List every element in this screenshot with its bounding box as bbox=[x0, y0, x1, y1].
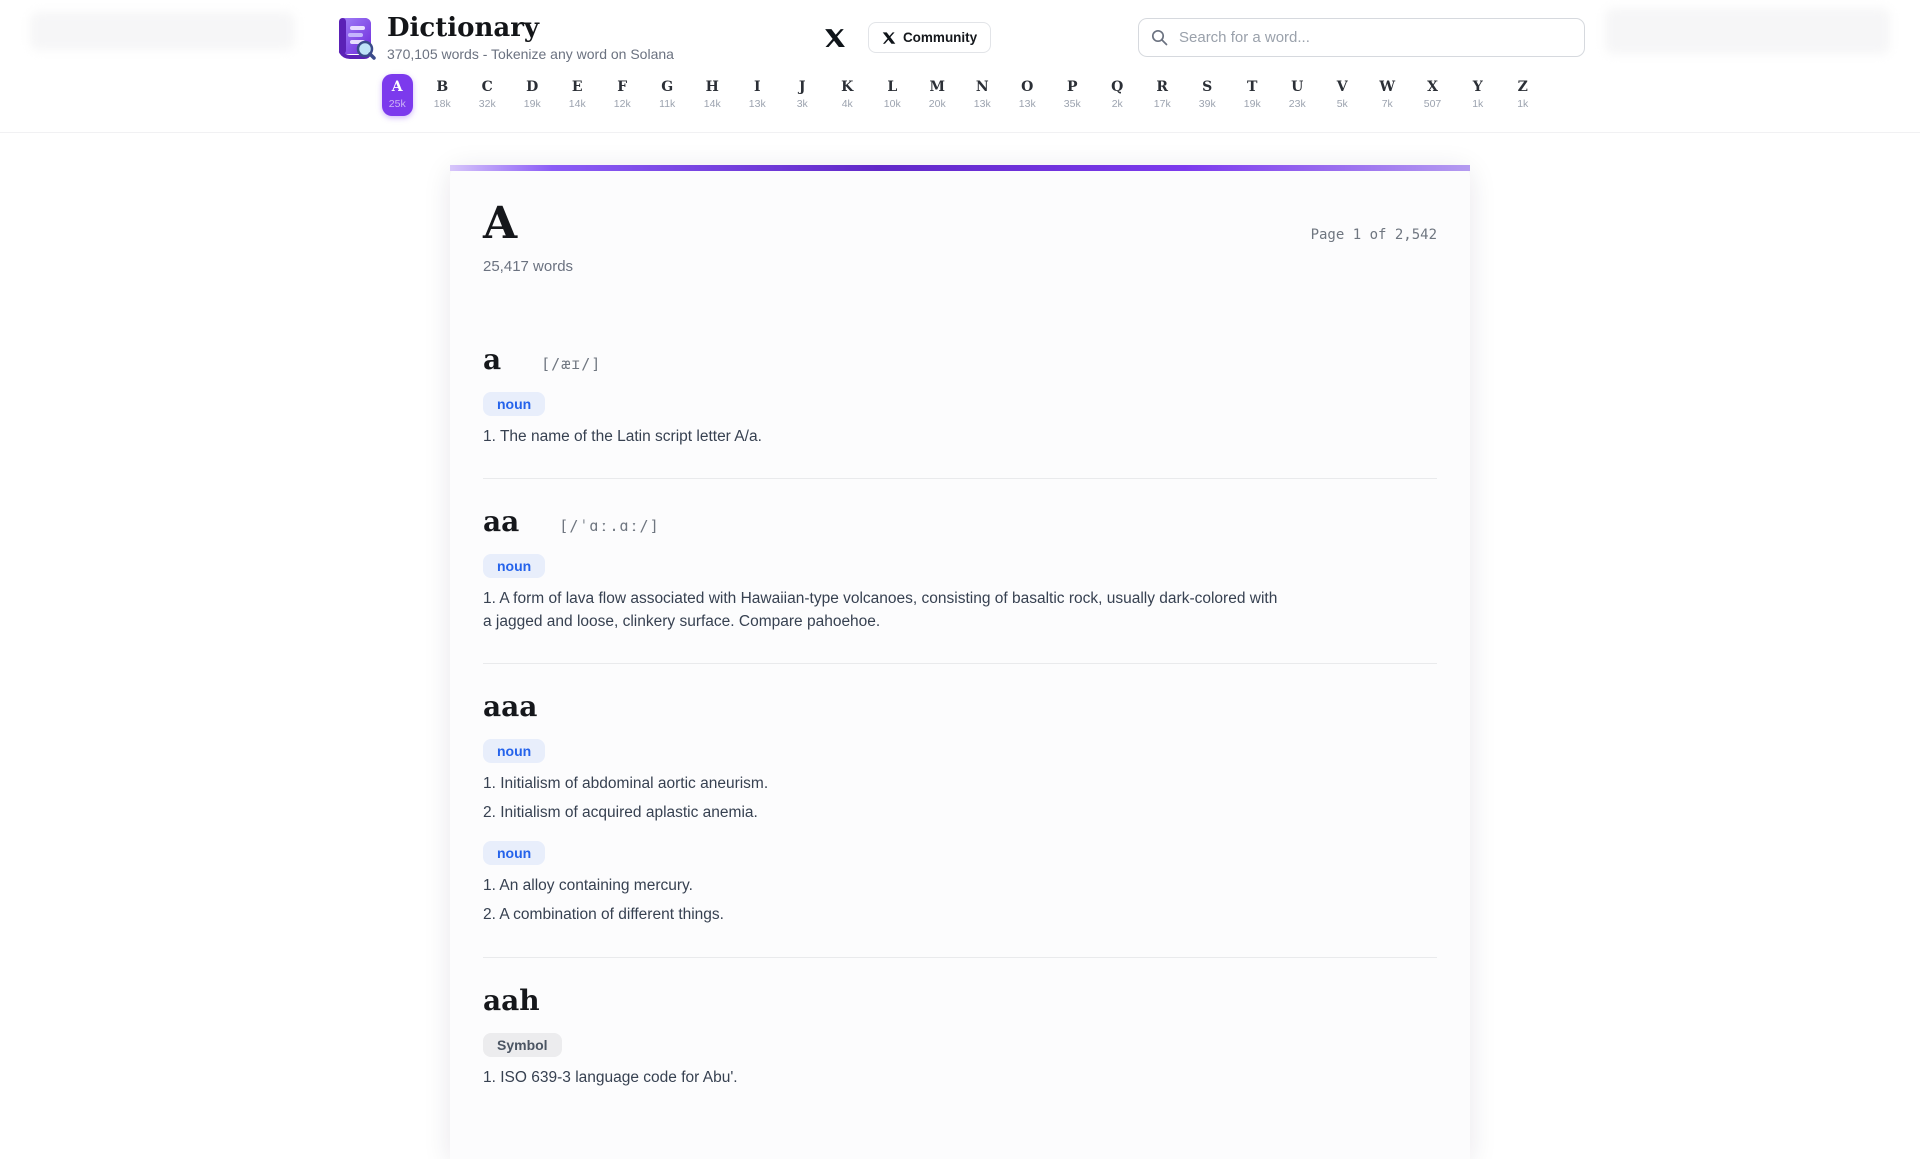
letter-label: C bbox=[481, 78, 493, 95]
letter-label: J bbox=[798, 78, 806, 95]
letter-label: H bbox=[705, 78, 719, 95]
entry-sense bbox=[483, 1033, 1437, 1089]
alphabet-letter-item[interactable] bbox=[1237, 74, 1268, 117]
entry-pronunciation: [/æɪ/] bbox=[541, 354, 602, 373]
letter-label: O bbox=[1021, 78, 1034, 95]
letter-word-count: 25,417 words bbox=[483, 257, 574, 275]
letter-count: 19k bbox=[1243, 98, 1261, 111]
letter-label: B bbox=[436, 78, 449, 95]
letter-count: 11k bbox=[659, 98, 676, 111]
definitions bbox=[483, 426, 1437, 448]
letter-label: A bbox=[391, 78, 403, 95]
letter-label: Q bbox=[1111, 78, 1124, 95]
x-logo-icon bbox=[882, 31, 896, 45]
letter-count: 1k bbox=[1472, 98, 1484, 111]
app-title: Dictionary bbox=[387, 13, 540, 43]
part-of-speech-badge: Symbol bbox=[483, 1033, 562, 1057]
alphabet-letter-item[interactable] bbox=[832, 74, 863, 117]
entry-word[interactable]: aah bbox=[483, 983, 540, 1017]
entry-senses bbox=[483, 554, 1437, 633]
entry-word[interactable]: aaa bbox=[483, 689, 538, 723]
alphabet-letter-item[interactable] bbox=[922, 74, 953, 117]
letter-count: 1k bbox=[1517, 98, 1529, 111]
letter-count: 20k bbox=[928, 98, 946, 111]
letter-label: Y bbox=[1472, 78, 1483, 95]
dictionary-book-icon bbox=[335, 16, 375, 60]
entry-sense bbox=[483, 841, 1437, 927]
entry-word[interactable]: aa bbox=[483, 505, 520, 539]
entry-senses bbox=[483, 1033, 1437, 1089]
alphabet-letter-item[interactable] bbox=[697, 74, 728, 117]
letter-count: 18k bbox=[433, 98, 451, 111]
header bbox=[0, 0, 1920, 133]
definition-text: 1. An alloy containing mercury. bbox=[483, 876, 693, 894]
alphabet-letter-item[interactable] bbox=[517, 74, 548, 117]
dictionary-entry bbox=[483, 664, 1437, 958]
redacted-blur-left bbox=[30, 12, 295, 50]
search-input[interactable] bbox=[1138, 18, 1585, 57]
part-of-speech-badge: noun bbox=[483, 739, 545, 763]
letter-count: 13k bbox=[1018, 98, 1036, 111]
dictionary-entry bbox=[483, 479, 1437, 664]
letter-label: Z bbox=[1517, 78, 1528, 95]
alphabet-letter-item[interactable] bbox=[1327, 74, 1358, 117]
part-of-speech-badge: noun bbox=[483, 392, 545, 416]
entry-sense bbox=[483, 739, 1437, 825]
entry-head bbox=[483, 984, 1437, 1017]
entry-senses bbox=[483, 739, 1437, 927]
entry-head bbox=[483, 343, 1437, 376]
letter-count: 10k bbox=[883, 98, 901, 111]
letter-count: 25k bbox=[388, 98, 406, 111]
letter-label: U bbox=[1291, 78, 1304, 95]
letter-count: 5k bbox=[1336, 98, 1348, 111]
letter-count: 13k bbox=[973, 98, 991, 111]
alphabet-letter-item[interactable] bbox=[1417, 74, 1449, 117]
letter-label: T bbox=[1247, 78, 1258, 95]
letter-count: 17k bbox=[1153, 98, 1171, 111]
x-twitter-link[interactable] bbox=[824, 27, 846, 49]
definitions bbox=[483, 875, 1437, 927]
letter-count: 19k bbox=[523, 98, 541, 111]
letter-label: W bbox=[1379, 78, 1396, 95]
part-of-speech-badge: noun bbox=[483, 841, 545, 865]
page-indicator: Page 1 of 2,542 bbox=[1310, 227, 1437, 244]
alphabet-letter-item[interactable] bbox=[877, 74, 908, 117]
app-logo-link[interactable] bbox=[335, 14, 674, 62]
letter-count: 35k bbox=[1063, 98, 1081, 111]
letter-label: N bbox=[975, 78, 989, 95]
search-container bbox=[1138, 18, 1585, 57]
letter-count: 14k bbox=[568, 98, 586, 111]
definition-text: 1. A form of lava flow associated with Hawaiian-type volcanoes, consisting of basaltic rock, usually dark-colored with a jagged and loose, clinkery surface. Compare pahoehoe. bbox=[483, 590, 1278, 630]
entry-sense bbox=[483, 554, 1437, 633]
letter-count: 32k bbox=[478, 98, 496, 111]
letter-label: I bbox=[753, 78, 761, 95]
page-letter-title: A bbox=[483, 198, 518, 250]
letter-label: M bbox=[929, 78, 945, 95]
letter-label: P bbox=[1066, 78, 1078, 95]
letter-label: G bbox=[661, 78, 674, 95]
community-button[interactable] bbox=[868, 22, 991, 53]
entry-senses bbox=[483, 392, 1437, 448]
letter-count: 14k bbox=[703, 98, 721, 111]
definitions bbox=[483, 588, 1437, 633]
definition-text: 1. ISO 639-3 language code for Abu'. bbox=[483, 1068, 738, 1086]
alphabet-letter-item[interactable] bbox=[562, 74, 593, 117]
letter-label: K bbox=[841, 78, 854, 95]
letter-label: L bbox=[887, 78, 898, 95]
part-of-speech-badge: noun bbox=[483, 554, 545, 578]
letter-label: E bbox=[571, 78, 583, 95]
alphabet-letter-item[interactable] bbox=[652, 74, 683, 117]
definition-text: 1. Initialism of abdominal aortic aneurism. bbox=[483, 774, 769, 792]
alphabet-letter-item[interactable] bbox=[742, 74, 773, 117]
alphabet-letter-item[interactable] bbox=[1192, 74, 1223, 117]
dictionary-entry bbox=[483, 317, 1437, 479]
alphabet-letter-item[interactable] bbox=[607, 74, 638, 117]
letter-count: 7k bbox=[1381, 98, 1393, 111]
entry-sense bbox=[483, 392, 1437, 448]
letter-label: D bbox=[526, 78, 539, 95]
letter-label: S bbox=[1202, 78, 1213, 95]
alphabet-letter-item[interactable] bbox=[1462, 74, 1493, 117]
alphabet-letter-item[interactable] bbox=[1372, 74, 1403, 117]
letter-count: 13k bbox=[748, 98, 766, 111]
definition-text: 1. The name of the Latin script letter A/a. bbox=[483, 427, 762, 445]
definitions bbox=[483, 1067, 1437, 1089]
letter-count: 12k bbox=[613, 98, 631, 111]
letter-label: X bbox=[1427, 78, 1438, 95]
alphabet-letter-item[interactable] bbox=[1147, 74, 1178, 117]
letter-count: 23k bbox=[1288, 98, 1306, 111]
community-button-label: Community bbox=[902, 30, 978, 46]
entry-head bbox=[483, 505, 1437, 538]
alphabet-letter-item[interactable] bbox=[1057, 74, 1088, 117]
dictionary-entry bbox=[483, 958, 1437, 1119]
definition-text: 2. Initialism of acquired aplastic anemia. bbox=[483, 804, 758, 822]
letter-label: R bbox=[1156, 78, 1169, 95]
alphabet-letter-item[interactable] bbox=[1282, 74, 1313, 117]
alphabet-letter-item[interactable] bbox=[967, 74, 998, 117]
alphabet-letter-item[interactable] bbox=[382, 74, 413, 117]
letter-count: 39k bbox=[1198, 98, 1216, 111]
entry-word[interactable]: a bbox=[483, 342, 502, 376]
letter-count: 2k bbox=[1111, 98, 1123, 111]
card-head-left bbox=[483, 198, 574, 275]
app-subtitle: 370,105 words - Tokenize any word on Solana bbox=[387, 45, 674, 62]
x-logo-icon bbox=[824, 27, 846, 49]
redacted-blur-right bbox=[1605, 8, 1890, 54]
letter-label: V bbox=[1336, 78, 1348, 95]
definitions bbox=[483, 773, 1437, 825]
entry-pronunciation: [/ˈɑː.ɑː/] bbox=[559, 517, 660, 536]
alphabet-letter-item[interactable] bbox=[1012, 74, 1043, 117]
entry-head bbox=[483, 690, 1437, 723]
letter-label: F bbox=[617, 78, 628, 95]
alphabet-bar bbox=[0, 74, 1920, 133]
entries-list bbox=[483, 317, 1437, 1120]
letter-count: 3k bbox=[796, 98, 808, 111]
definition-text: 2. A combination of different things. bbox=[483, 906, 724, 924]
letter-count: 4k bbox=[841, 98, 853, 111]
alphabet-letter-item[interactable] bbox=[427, 74, 458, 117]
letter-page-card bbox=[450, 165, 1470, 1159]
alphabet-letter-item[interactable] bbox=[787, 74, 818, 117]
alphabet-letter-item[interactable] bbox=[472, 74, 503, 117]
letter-count: 507 bbox=[1423, 98, 1442, 111]
alphabet-letter-item[interactable] bbox=[1507, 74, 1538, 117]
alphabet-letter-item[interactable] bbox=[1102, 74, 1133, 117]
